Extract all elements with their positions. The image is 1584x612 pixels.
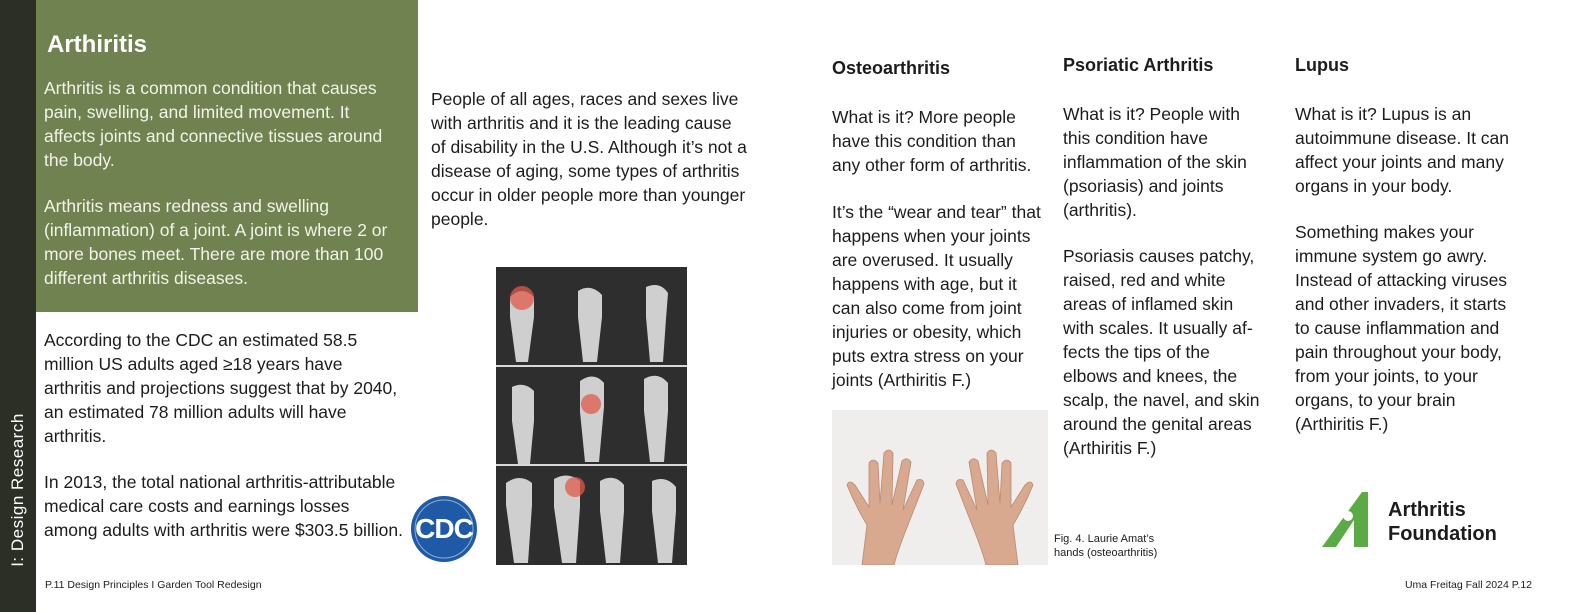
lupus-paragraph-1: What is it? Lupus is an autoimmune disease. It can affect your joints and many organs in your body. [1295,104,1510,196]
cdc-logo-text: CDC [415,513,473,544]
lupus-paragraph-2: Something makes your immune system go awry. Instead of attacking viruses and other invaders, it starts to cause inflammation and pain throughout your body, from your joints, to your organs, to your brain (Arthiritis F.) [1295,222,1508,434]
psoriatic-arthritis-heading: Psoriatic Arthritis [1063,55,1214,75]
intro-paragraph-2: Arthritis means redness and swelling (inflammation) of a joint. A joint is where 2 or more bones meet. There are more than 100 different arthritis diseases. [44,196,388,288]
arthritis-foundation-mark-icon [1322,492,1378,548]
section-label: I: Design Research [8,413,27,567]
psoriatic-paragraph-1: What is it? People with this condition have inflammation of the skin (psoriasis) and joints (arthritis). [1063,104,1247,220]
prevalence-paragraph: People of all ages, races and sexes live with arthritis and it is the leading cause of disability in the U.S. Although it’s not a disease of aging, some types of arthritis occur in older people more than younger people. [431,89,747,229]
af-logo-line2: Foundation [1388,523,1497,545]
sidebar-strip [0,0,36,612]
osteoarthritis-paragraph-2: It’s the “wear and tear” that happens when your joints are overused. It usually happens with age, but it can also come from joint injuries or obesity, which puts extra stress on your joints (Arthiritis F.) [832,202,1041,390]
cdc-stats-paragraph-1: According to the CDC an estimated 58.5 million US adults aged ≥18 years have arthritis and projections suggest that by 2040, an estimated 78 million adults will have arthritis. [44,330,398,446]
fist-photo-grid [496,267,687,565]
page-title: Arthiritis [47,31,148,58]
psoriatic-paragraph-2: Psoriasis causes patchy, raised, red and white areas of inflamed skin with scales. It usually af-fects the tips of the elbows and knees, the scalp, the navel, and skin around the genital areas (Arthiritis F.) [1063,246,1260,458]
footer-left: P.11 Design Principles I Garden Tool Redesign [45,579,262,591]
af-logo-line1: Arthritis [1388,499,1466,521]
hands-photo [832,410,1048,565]
footer-right: Uma Freitag Fall 2024 P.12 [1404,579,1532,591]
lupus-heading: Lupus [1295,55,1349,75]
cdc-logo [410,495,478,563]
intro-panel [36,0,418,312]
osteoarthritis-heading: Osteoarthritis [832,58,951,78]
figure-caption: Fig. 4. Laurie Amat’s hands (osteoarthritis) [1054,533,1158,559]
osteoarthritis-paragraph-1: What is it? More people have this condition than any other form of arthritis. [832,107,1032,175]
cdc-stats-paragraph-2: In 2013, the total national arthritis-attributable medical care costs and earnings losses among adults with arthritis were $303.5 billion. [44,472,403,540]
intro-paragraph-1: Arthritis is a common condition that causes pain, swelling, and limited movement. It affects joints and connective tissues around the body. [44,78,383,170]
arthritis-foundation-logo [1322,492,1522,550]
